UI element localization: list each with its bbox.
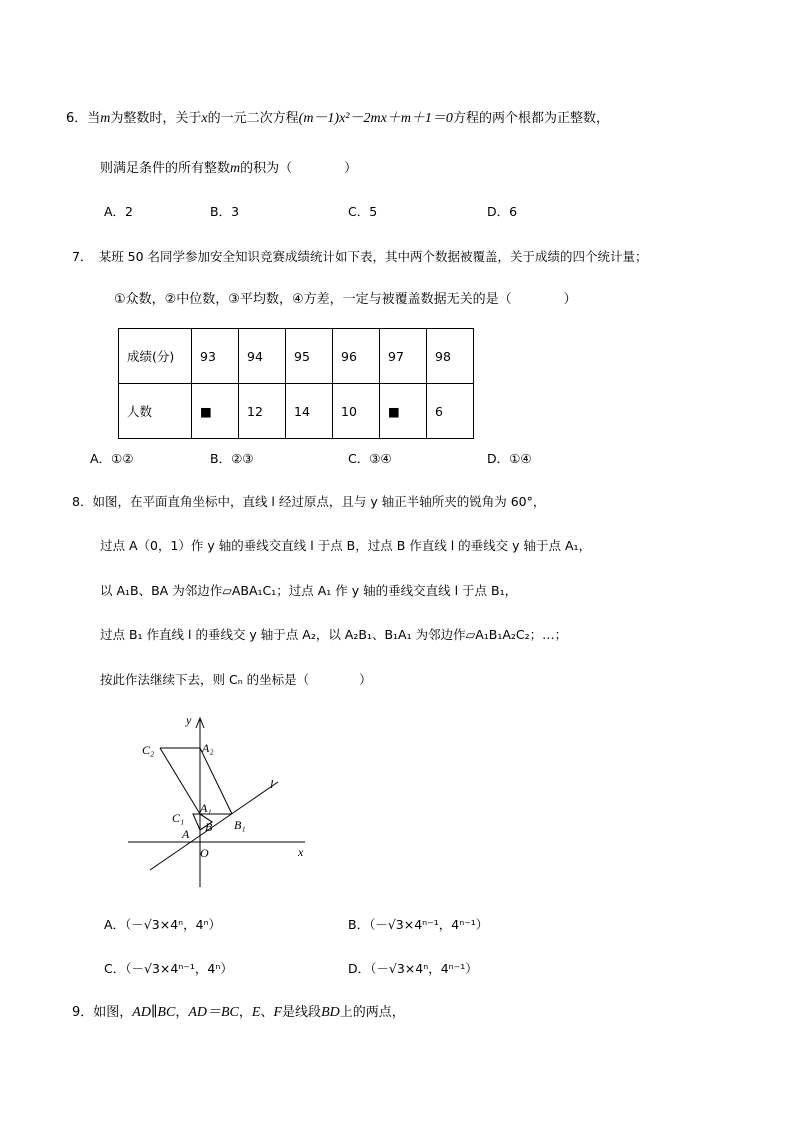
table-row (119, 329, 474, 384)
q6-line2-m: m (230, 161, 241, 176)
count-94: 12 (239, 384, 286, 439)
q8-choice-c: C．（－√3×4ⁿ⁻¹，4ⁿ） (104, 961, 233, 976)
q6-text-4: 方程的两个根都为正整数， (452, 111, 609, 126)
q9-sep2: ， (238, 1005, 252, 1020)
question-8-line-2: 过点 A（0，1）作 y 轴的垂线交直线 l 于点 B，过点 B 作直线 l 的垂线交 y 轴于点 A₁， (100, 538, 592, 553)
q9-part7: 上的两点， (339, 1005, 405, 1020)
q8-choice-b: B．（－√3×4ⁿ⁻¹，4ⁿ⁻¹） (348, 917, 489, 932)
q9-part2: AD＝BC (188, 1005, 239, 1020)
q6-var-m: m (100, 111, 111, 126)
question-7-line-2: ①众数，②中位数，③平均数，④方差，一定与被覆盖数据无关的是（ ） (114, 292, 577, 307)
question-8-line-3: 以 A₁B、BA 为邻边作▱ABA₁C₁；过点 A₁ 作 y 轴的垂线交直线 l 于点 B₁， (100, 583, 518, 598)
q9-sep3: 、 (260, 1005, 274, 1020)
count-98: 6 (427, 384, 474, 439)
question-6-line-2 (100, 160, 357, 178)
score-98: 98 (427, 329, 474, 384)
label-l: l (270, 777, 274, 791)
label-b1: B₁ (234, 818, 246, 832)
q6-line2-pre: 则满足条件的所有整数 (100, 161, 231, 176)
q7-choice-a: A．①② (90, 451, 134, 466)
count-97: ■ (380, 384, 427, 439)
score-97: 97 (380, 329, 427, 384)
scores-table (118, 328, 474, 439)
label-c1: C₁ (172, 811, 185, 825)
question-6-line-1 (66, 110, 609, 128)
q6-choice-b: B．3 (210, 204, 240, 219)
question-8-line-4: 过点 B₁ 作直线 l 的垂线交 y 轴于点 A₂，以 A₂B₁、B₁A₁ 为邻边作▱A₁B₁A₂C₂；…； (100, 627, 568, 642)
q8-figure (120, 712, 320, 892)
label-a1: A₁ (200, 801, 212, 815)
label-x: x (298, 845, 304, 859)
label-b: B (205, 820, 213, 834)
table-row-label: 人数 (119, 384, 192, 439)
q6-prefix: 6．当 (66, 111, 101, 126)
question-8-line-5: 按此作法继续下去，则 Cₙ 的坐标是（ ） (100, 672, 372, 687)
q9-sep1: ， (175, 1005, 189, 1020)
q9-part5: 是线段 (282, 1005, 322, 1020)
score-93: 93 (192, 329, 239, 384)
q8-choice-d: D．（－√3×4ⁿ，4ⁿ⁻¹） (348, 961, 478, 976)
q7-choice-d: D．①④ (487, 451, 532, 466)
score-95: 95 (286, 329, 333, 384)
q6-var-x: x (201, 111, 208, 126)
q9-part3: E (251, 1005, 261, 1020)
score-94: 94 (239, 329, 286, 384)
question-9-line-1 (72, 1004, 405, 1022)
q6-text-3: 的一元二次方程 (207, 111, 299, 126)
label-c2: C₂ (142, 743, 155, 757)
count-93: ■ (192, 384, 239, 439)
label-o: O (200, 846, 209, 860)
table-header-label: 成绩(分) (119, 329, 192, 384)
q6-choice-a: A．2 (104, 204, 134, 219)
segment-c2-a1 (160, 748, 200, 814)
question-8-line-1: 8．如图，在平面直角坐标中，直线 l 经过原点，且与 y 轴正半轴所夹的锐角为 60°， (72, 494, 546, 509)
count-95: 14 (286, 384, 333, 439)
q6-choice-d: D．6 (487, 204, 518, 219)
q9-part6: BD (321, 1005, 340, 1020)
score-96: 96 (333, 329, 380, 384)
q6-line2-post: 的积为（ ） (240, 161, 358, 176)
q6-equation: (m－1)x²－2mx＋m＋1＝0 (298, 111, 453, 126)
q8-choice-a: A．（－√3×4ⁿ，4ⁿ） (104, 917, 222, 932)
count-96: 10 (333, 384, 380, 439)
q9-part4: F (273, 1005, 283, 1020)
q7-choice-c: C．③④ (348, 451, 392, 466)
q7-choice-b: B．②③ (210, 451, 254, 466)
q6-text-2: 为整数时，关于 (110, 111, 202, 126)
q9-prefix: 9．如图， (72, 1005, 133, 1020)
question-7-line-1: 7． 某班 50 名同学参加安全知识竞赛成绩统计如下表，其中两个数据被覆盖，关于成绩的四个统计量； (72, 249, 648, 264)
label-y: y (186, 713, 192, 727)
table-row (119, 384, 474, 439)
q9-part1: AD∥BC (132, 1005, 176, 1020)
label-a: A (182, 827, 190, 841)
label-a2: A₂ (202, 741, 214, 755)
q6-choice-c: C．5 (348, 204, 378, 219)
line-l (150, 782, 278, 870)
